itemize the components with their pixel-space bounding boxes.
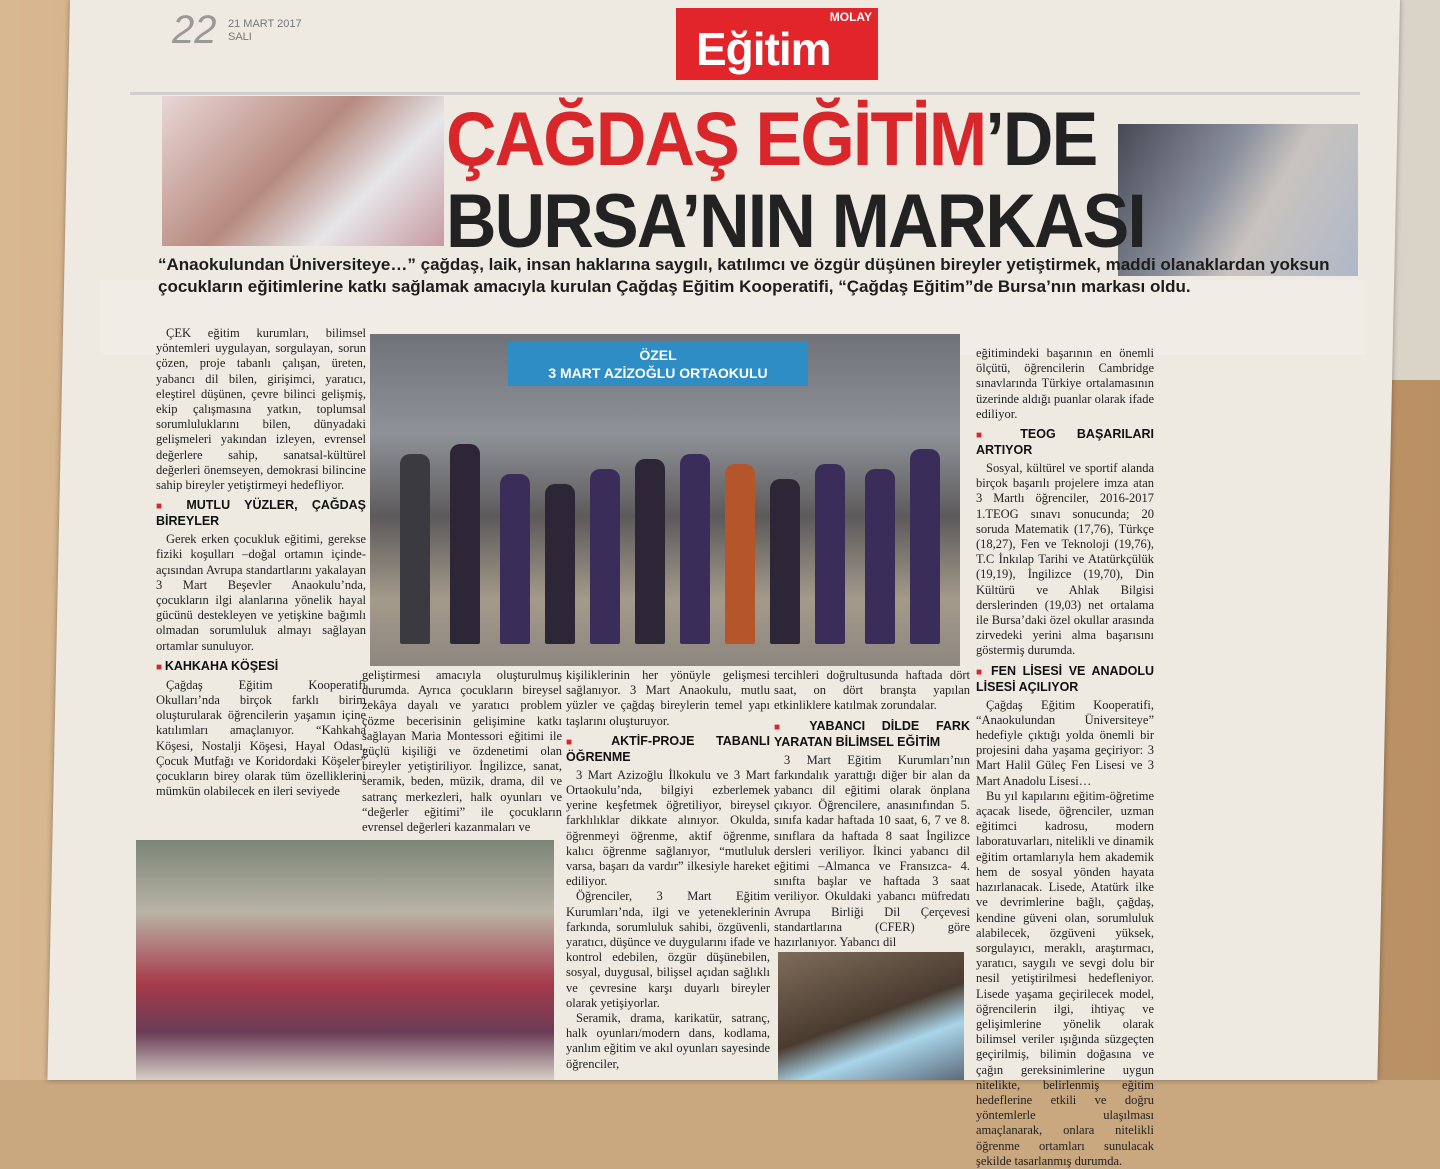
subheading: ■ TEOG BAŞARILARI ARTIYOR xyxy=(976,427,1154,458)
subheading: ■ AKTİF-PROJE TABANLI ÖĞRENME xyxy=(566,734,770,765)
person-figure xyxy=(635,459,665,644)
column-5 xyxy=(976,346,1154,1169)
sign-line-1: ÖZEL xyxy=(639,347,677,363)
subheading: ■ FEN LİSESİ VE ANADOLU LİSESİ AÇILIYOR xyxy=(976,664,1154,695)
date-line-2: SALI xyxy=(228,31,252,43)
school-sign xyxy=(508,342,808,386)
subheading: ■ KAHKAHA KÖŞESİ xyxy=(156,659,366,675)
person-figure xyxy=(500,474,530,644)
column-2 xyxy=(362,668,562,835)
person-figure xyxy=(910,449,940,644)
person-figure xyxy=(590,469,620,644)
paragraph: Çağdaş Eğitim Kooperatifi Okulları’nda birçok farklı birim oluşturularak öğrencilerin yaşamın içine katılımları amaçlanıyor. “Kahkaha Köşesi, Nostalji Köşesi, Hayal Odası, Çocuk Mutfağı ve Koridordaki Köşeler” çocukların birey olarak tüm özelliklerini mümkün olabilecek en ileri seviyede xyxy=(156,677,366,799)
section-logo xyxy=(676,8,878,80)
photo-kids-kitchen xyxy=(162,96,444,246)
person-figure xyxy=(450,444,480,644)
paragraph: Öğrenciler, 3 Mart Eğitim Kurumları’nda, ilgi ve yeteneklerinin farkında, sorumluluk sahibi, özgüvenli, yaratıcı, düşünce ve duygularını ifade ve kontrol edebilen, özgür düşünebilen, sosyal, duygusal, bilişsel açıdan sağlıklı ve çevresine karşı duyarlı bireyler olarak yetişiyorlar. xyxy=(566,889,770,1010)
subheading: ■ MUTLU YÜZLER, ÇAĞDAŞ BİREYLER xyxy=(156,498,366,529)
person-figure xyxy=(770,479,800,644)
column-4 xyxy=(774,668,970,950)
paragraph: 3 Mart Azizoğlu İlkokulu ve 3 Mart Ortaokulu’nda, bilgiyi ezberlemek yerine keşfetmek öğretiliyor, bireysel farklılıklar dikkate alınıyor. Okulda, öğrenmeyi öğrenme, aktif öğrenme, kalıcı öğrenme sağlanıyor, “mutluluk varsa, başarı da vardır” ilkesiyle hareket ediliyor. xyxy=(566,767,770,889)
headline-line-1 xyxy=(446,96,1096,183)
paragraph: ÇEK eğitim kurumları, bilimsel yöntemleri uygulayan, sorgulayan, sorun çözen, proje tabanlı çalışan, üreten, yabancı dil bilen, girişimci, yaratıcı, eleştirel düşünen, çevre bilinci gelişmiş, ekip çalışmasına yatkın, toplumsal sorumluluklarını bilen, dünyadaki gelişmeleri yakından izleyen, evrensel değerlere sahip, sanatsal-kültürel değerleri önemseyen, demokrasi bilincine sahip bireyler yetiştirmeyi hedefliyor. xyxy=(156,326,366,493)
issue-date xyxy=(228,18,302,44)
sign-line-2: 3 MART AZİZOĞLU ORTAOKULU xyxy=(548,365,768,381)
paragraph: Sosyal, kültürel ve sportif alanda birçok başarılı projelere imza atan 3 Martlı öğrenciler, 2016-2017 1.TEOG sınavı sonucunda; 20 soruda Matematik (17,76), Türkçe (18,27), Fen ve Teknoloji (19,76), T.C İnkılap Tarihi ve Atatürkçülük (19,19), İngilizce (19,70), Din Kültürü ve Ahlak Bilgisi derslerinden (19,03) net ortalama ile Bursa’daki özel okullar arasında zirvedeki yerini alma başarısını göstermiş durumda. xyxy=(976,461,1154,658)
header-rule xyxy=(130,92,1360,95)
page-number: 22 xyxy=(172,8,217,52)
person-figure xyxy=(400,454,430,644)
paragraph: Çağdaş Eğitim Kooperatifi, “Anaokulundan Üniversiteye” hedefiyle çıktığı yolda önemli bir projesini daha yaşama geçiriyor: 3 Mart Halil Güleç Fen Lisesi ve 3 Mart Anadolu Lisesi… xyxy=(976,697,1154,788)
person-figure xyxy=(680,454,710,644)
person-figure xyxy=(725,464,755,644)
deck-text: “Anaokulundan Üniversiteye…” çağdaş, laik, insan haklarına saygılı, katılımcı ve özgür düşünen bireyler yetiştirmek, maddi olanaklardan yoksun çocukların eğitimlerine katkı sağlamak amacıyla kurulan Çağdaş Eğitim Kooperatifi, “Çağdaş Eğitim”de Bursa’nın markası oldu. xyxy=(158,255,1330,296)
logo-main-text: Eğitim xyxy=(696,23,831,75)
column-1 xyxy=(156,326,366,799)
paragraph: Bu yıl kapılarını eğitim-öğretime açacak lisede, öğrenciler, uzman eğitimci kadrosu, modern laboratuvarları, nitelikli ve dinamik eğitim ortamlarıyla hem akademik hem de sosyal yönden hayata hazırlanacak. Lisede, Atatürk ilke ve devrimlerine bağlı, çağdaş, kendine güveni olan, sorumluluk alabilecek, özgüveni yüksek, sorgulayıcı, meraklı, araştırmacı, yaratıcı, saygılı ve sevgi dolu bir nesil yetiştirilmesi hedefleniyor. Lisede yaşama geçirilecek model, öğrencilerin ilgi, ihtiyaç ve gelişimlerine yönelik olarak bilimsel veriler ışığında süzgeçten geçirilmiş, bilimin doğasına ve çağın gereksinimlerine uygun nitelikte, belirlenmiş eğitim hedeflerine etkili ve doğru yöntemlerle ulaşılması amaçlanarak, onlara nitelikli öğrenme ortamları sunulacak şekilde tasarlanmış durumda. xyxy=(976,788,1154,1168)
paragraph: 3 Mart Eğitim Kurumları’nın farkındalık yarattığı diğer bir alan da yabancı dil eğitimi olarak önplana çıkıyor. Öğrencilere, anasınıfından 5. sınıfa kadar haftada 10 saat, 6, 7 ve 8. sınıflara da haftada 8 saat İngilizce dersleri veriliyor. İkinci yabancı dil eğitimi –Almanca ve Fransızca- 4. sınıfta başlar ve haftada 3 saat veriliyor. Okuldaki yabancı müfredatı Avrupa Birliği Dil Çerçevesi standartlarına (CFER) göre hazırlanıyor. Yabancı dil xyxy=(774,752,970,950)
photo-gymnasts xyxy=(136,840,554,1080)
paragraph: Seramik, drama, karikatür, satranç, halk oyunları/modern dans, kodlama, yanlım eğitim ve akıl oyunları sayesinde öğrenciler, xyxy=(566,1011,770,1071)
subheading: ■ YABANCI DİLDE FARK YARATAN BİLİMSEL EĞİTİM xyxy=(774,719,970,750)
date-line-1: 21 MART 2017 xyxy=(228,18,302,30)
person-figure xyxy=(545,484,575,644)
paragraph: Gerek erken çocukluk eğitimi, gerekse fiziki koşulları –doğal ortamın içinde- açısından Avrupa standartlarını yakalayan 3 Mart Beşevler Anaokulu’nda, çocukların ilgi alanlarına yönelik hayal gücünü destekleyen ve yetişkine bağımlı olmadan sorumluluk almayı sağlayan ortamlar sunuluyor. xyxy=(156,532,366,653)
paragraph: geliştirmesi amacıyla oluşturulmuş durumda. Ayrıca çocukların bireysel zekâya dayalı ve yaratıcı problem çözme becerisinin gelişimine katkı sağlayan Maria Montessori eğitimi ile güçlü kişiliği ve özdenetimi olan bireyler yetiştiriliyor. İngilizce, sanat, seramik, beden, müzik, drama, dil ve satranç merkezleri, halk oyunları ve “değerler eğitimi” ile çocukların evrensel değerleri kazanmaları ve xyxy=(362,668,562,835)
paragraph: kişiliklerinin her yönüyle gelişmesi sağlanıyor. 3 Mart Anaokulu, mutlu yüzler ve çağdaş bireylerin temel yapı taşlarını oluşturuyor. xyxy=(566,668,770,728)
person-figure xyxy=(865,469,895,644)
person-figure xyxy=(815,464,845,644)
headline-line-2: BURSA’NIN MARKASI xyxy=(446,179,1146,264)
logo-small-text: MOLAY xyxy=(829,10,872,24)
photo-classroom xyxy=(778,952,964,1080)
headline-suffix: ’DE xyxy=(985,97,1097,182)
photo-school-students xyxy=(370,334,960,666)
headline-red: ÇAĞDAŞ EĞİTİM xyxy=(446,97,986,182)
paragraph: eğitimindeki başarının en önemli ölçütü, öğrencilerin Cambridge sınavlarında Türkiye ortalamasının üzerinde aldığı puanlar olarak ifade ediliyor. xyxy=(976,346,1154,421)
paragraph: tercihleri doğrultusunda haftada dört saat, on dört branşta yapılan etkinliklere katılmak zorundalar. xyxy=(774,668,970,713)
column-3 xyxy=(566,668,770,1072)
